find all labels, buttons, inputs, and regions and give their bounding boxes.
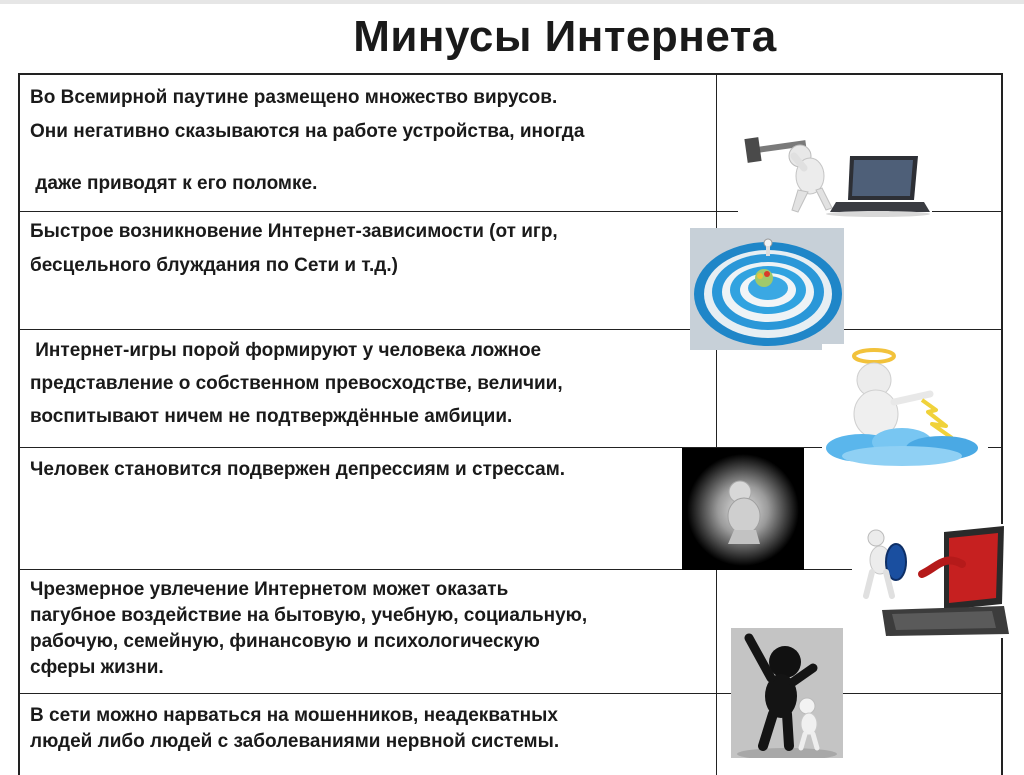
- row-3-line-3: воспитывают ничем не подтверждённые амбиции.: [30, 406, 513, 427]
- spiral-maze-icon: [690, 228, 844, 350]
- row-6-line-1: В сети можно нарваться на мошенников, неадекватных: [30, 705, 558, 726]
- shadow-threat-icon: [731, 628, 843, 758]
- row-2-line-2: бесцельного блуждания по Сети и т.д.): [30, 255, 398, 276]
- row-1-line-1: Во Всемирной паутине размещено множество вирусов.: [30, 87, 558, 108]
- table-row-2: [20, 211, 1001, 330]
- row-3-line-2: представление о собственном превосходстве, величии,: [30, 373, 563, 394]
- row-1-line-3: даже приводят к его поломке.: [30, 173, 318, 194]
- top-border: [0, 0, 1024, 4]
- row-5-line-3: рабочую, семейную, финансовую и психологическую: [30, 631, 540, 652]
- row-5-line-2: пагубное воздействие на бытовую, учебную, социальную,: [30, 605, 588, 626]
- hammer-man-laptop-icon: [738, 126, 932, 218]
- table-row-6: [20, 693, 1001, 775]
- row-1-line-2: Они негативно сказываются на работе устройства, иногда: [30, 121, 585, 142]
- laptop-attack-shield-icon: [852, 524, 1009, 638]
- row-2-line-1: Быстрое возникновение Интернет-зависимости (от игр,: [30, 221, 558, 242]
- row-5-line-4: сферы жизни.: [30, 657, 164, 678]
- angel-on-cloud-icon: [822, 344, 988, 472]
- sad-figure-icon: [682, 448, 804, 570]
- row-4-line-1: Человек становится подвержен депрессиям и стрессам.: [30, 459, 566, 480]
- row-3-line-1: Интернет-игры порой формируют у человека ложное: [30, 340, 542, 361]
- row-5-line-1: Чрезмерное увлечение Интернетом может оказать: [30, 579, 509, 600]
- page-title: Минусы Интернета: [353, 12, 777, 61]
- row-6-line-2: людей либо людей с заболеваниями нервной системы.: [30, 731, 560, 752]
